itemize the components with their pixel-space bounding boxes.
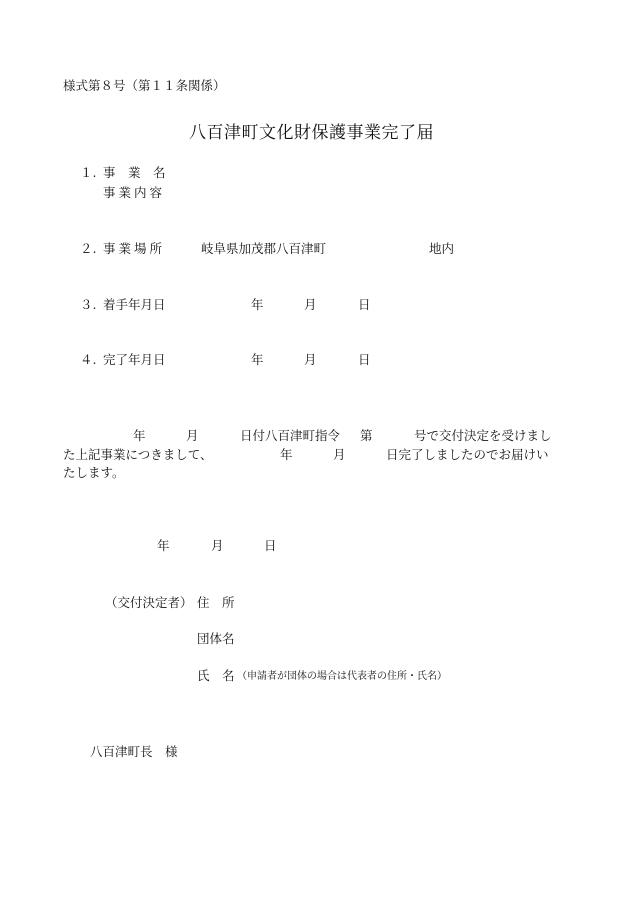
item3-day: 日 (358, 297, 371, 312)
date-day: 日 (264, 538, 277, 553)
body-line1-text: 日付八百津町指令 (240, 428, 341, 443)
item4-year: 年 (251, 352, 264, 367)
applicant-group-label: 団体名 (197, 631, 235, 646)
body-line1-year: 年 (133, 428, 146, 443)
item3-number: ３. (80, 297, 97, 312)
item3-month: 月 (304, 297, 317, 312)
body-line1-dai: 第 (360, 428, 373, 443)
document-title: 八百津町文化財保護事業完了届 (189, 123, 434, 143)
applicant-name-label: 氏 名 (197, 668, 235, 683)
date-year: 年 (157, 538, 170, 553)
date-month: 月 (211, 538, 224, 553)
body-line1-tail: 号で交付決定を受けまし (414, 428, 552, 443)
item2-number: ２. (80, 241, 97, 256)
applicant-label: （交付決定者） (105, 595, 193, 610)
item4-day: 日 (358, 352, 371, 367)
body-line1-month: 月 (186, 428, 199, 443)
item3-label: 着手年月日 (103, 297, 166, 312)
body-line3: たします。 (63, 465, 125, 480)
body-line2-month: 月 (333, 447, 346, 462)
applicant-address-label: 住 所 (197, 595, 235, 610)
item2-label: 事業場所 (103, 241, 166, 256)
item2-value: 岐阜県加茂郡八百津町 (201, 241, 327, 256)
body-line2-tail: 日完了しましたのでお届けい (386, 447, 549, 462)
item4-number: ４. (80, 352, 97, 367)
item4-month: 月 (304, 352, 317, 367)
item1-number: １. (80, 165, 97, 180)
form-number: 様式第８号（第１１条関係） (63, 78, 226, 93)
item1-sublabel: 事業内容 (103, 185, 166, 200)
item2-suffix: 地内 (429, 241, 455, 256)
item1-label: 事 業 名 (103, 165, 166, 180)
item4-label: 完了年月日 (103, 352, 166, 367)
applicant-note: （申請者が団体の場合は代表者の住所・氏名） (237, 671, 447, 682)
body-line2-year: 年 (280, 447, 293, 462)
addressee: 八百津町長 様 (90, 744, 178, 759)
item3-year: 年 (251, 297, 264, 312)
body-line2-head: た上記事業につきまして、 (63, 447, 213, 462)
